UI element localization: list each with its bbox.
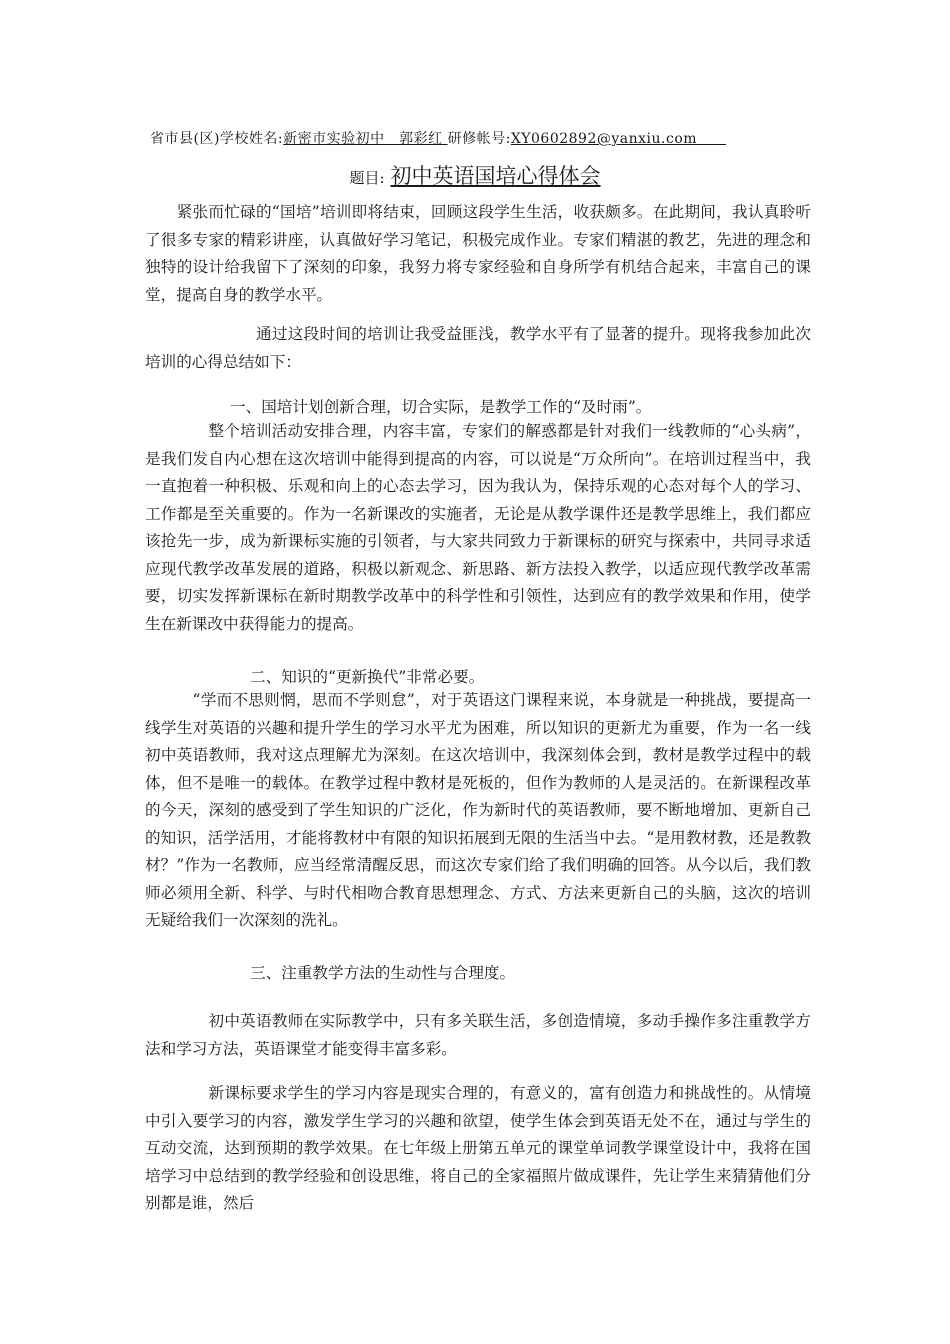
paragraph-section-3a: 初中英语教师在实际教学中，只有多关联生活，多创造情境，多动手操作多注重教学方法和学习方法，英语课堂才能变得丰富多彩。 — [145, 1012, 811, 1058]
paragraph-section-2: “学而不思则惘，思而不学则怠”，对于英语这门课程来说，本身就是一种挑战，要提高一线学生对英语的兴趣和提升学生的学习水平尤为困难，所以知识的更新尤为重要，作为一名一线初中英语教师，我对这点理解尤为深刻。在这次培训中，我深刻体会到，教材是教学过程中的载体，但不是唯一的载体。在教学过程中教材是死板的，但作为教师的人是灵活的。在新课程改革的今天，深刻的感受到了学生知识的广泛化，作为新时代的英语教师，要不断地增加、更新自己的知识，活学活用，才能将教材中有限的知识拓展到无限的生活当中去。“是用教材教，还是教教材？”作为一名教师，应当经常清醒反思，而这次专家们给了我们明确的回答。从今以后，我们教师必须用全新、科学、与时代相吻合教育思想理念、方式、方法来更新自己的头脑，这次的培训无疑给我们一次深刻的洗礼。 — [145, 691, 811, 929]
paragraph-summary: 通过这段时间的培训让我受益匪浅，教学水平有了显著的提升。现将我参加此次培训的心得总结如下： — [145, 325, 811, 371]
section-heading-3: 三、注重教学方法的生动性与合理度。 — [250, 964, 516, 982]
section-heading-1: 一、国培计划创新合理，切合实际，是教学工作的“及时雨”。 — [230, 398, 652, 416]
account-label: 研修帐号: — [447, 131, 511, 147]
title-label: 题目: — [349, 169, 385, 187]
document-title: 初中英语国培心得体会 — [390, 164, 601, 188]
paragraph-section-3b: 新课标要求学生的学习内容是现实合理的，有意义的，富有创造力和挑战性的。从情境中引入要学习的内容，激发学生学习的兴趣和欲望，使学生体会到英语无处不在，通过与学生的互动交流，达到预期的教学效果。在七年级上册第五单元的课堂单词教学课堂设计中，我将在国培学习中总结到的教学经验和创设思维，将自己的全家福照片做成课件，先让学生来猜猜他们分别都是谁，然后 — [145, 1084, 811, 1212]
school-name: 新密市实验初中 郭彩红 — [283, 131, 448, 147]
section-heading-2: 二、知识的“更新换代”非常必要。 — [250, 668, 485, 686]
title-line — [0, 160, 950, 190]
paragraph-section-1: 整个培训活动安排合理，内容丰富，专家们的解惑都是针对我们一线教师的“心头病”，是我们发自内心想在这次培训中能得到提高的内容，可以说是“万众所向”。在培训过程当中，我一直抱着一种积极、乐观和向上的心态去学习，因为我认为，保持乐观的心态对每个人的学习、工作都是至关重要的。作为一名新课改的实施者，无论是从教学课件还是教学思维上，我们都应该抢先一步，成为新课标实施的引领者，与大家共同致力于新课标的研究与探索中，共同寻求适应现代教学改革发展的道路，积极以新观念、新思路、新方法投入教学，以适应现代教学改革需要，切实发挥新课标在新时期教学改革中的科学性和引领性，达到应有的教学效果和作用，使学生在新课改中获得能力的提高。 — [145, 422, 811, 633]
header-info — [150, 128, 810, 148]
header-prefix: 省市县(区)学校姓名: — [150, 131, 284, 147]
paragraph-intro: 紧张而忙碌的“国培”培训即将结束，回顾这段学生生活，收获颇多。在此期间，我认真聆听了很多专家的精彩讲座，认真做好学习笔记，积极完成作业。专家们精湛的教艺，先进的理念和独特的设计给我留下了深刻的印象，我努力将专家经验和自身所学有机结合起来，丰富自己的课堂，提高自身的教学水平。 — [145, 203, 811, 304]
account-id: XY0602892@yanxiu.com — [510, 131, 727, 147]
